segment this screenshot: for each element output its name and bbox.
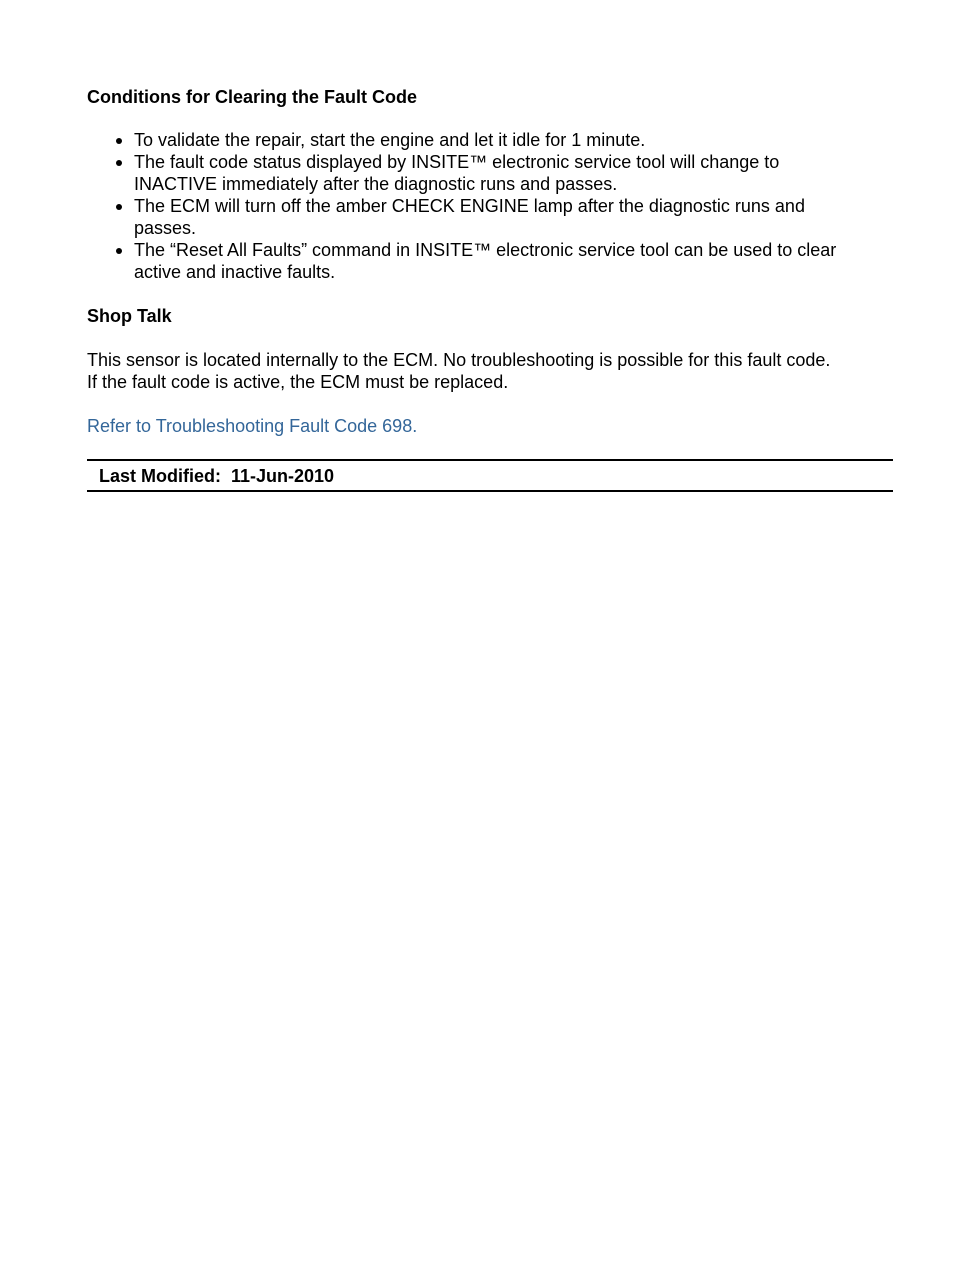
last-modified-label: Last Modified: xyxy=(99,465,221,486)
bullet-icon xyxy=(116,204,122,210)
last-modified-date: 11-Jun-2010 xyxy=(231,465,335,486)
bullet-text-line: The “Reset All Faults” command in INSITE™ electronic service tool can be used to clear xyxy=(134,240,837,260)
shop-talk-heading: Shop Talk xyxy=(87,306,172,326)
bullet-icon xyxy=(116,160,122,166)
list-item xyxy=(87,151,893,195)
troubleshooting-reference-link[interactable]: Refer to Troubleshooting Fault Code 698. xyxy=(87,416,418,436)
bullet-text-line: The ECM will turn off the amber CHECK ENGINE lamp after the diagnostic runs and xyxy=(134,196,805,216)
bullet-icon xyxy=(116,138,122,144)
list-item xyxy=(87,129,893,151)
paragraph-line: This sensor is located internally to the ECM. No troubleshooting is possible for this fault code. xyxy=(87,350,831,370)
conditions-heading: Conditions for Clearing the Fault Code xyxy=(87,87,417,107)
list-item xyxy=(87,195,893,239)
bullet-text-line: To validate the repair, start the engine and let it idle for 1 minute. xyxy=(134,130,646,150)
bullet-text-line: passes. xyxy=(134,218,197,238)
document-page xyxy=(87,86,893,492)
paragraph-line: If the fault code is active, the ECM must be replaced. xyxy=(87,372,509,392)
bullet-text-line: The fault code status displayed by INSITE™ electronic service tool will change to xyxy=(134,152,780,172)
bullet-text-line: active and inactive faults. xyxy=(134,262,336,282)
bullet-text-line: INACTIVE immediately after the diagnostic runs and passes. xyxy=(134,174,618,194)
conditions-list xyxy=(87,129,893,283)
last-modified-bar xyxy=(87,459,893,492)
list-item xyxy=(87,239,893,283)
shop-talk-paragraph xyxy=(87,349,893,393)
bullet-icon xyxy=(116,248,122,254)
